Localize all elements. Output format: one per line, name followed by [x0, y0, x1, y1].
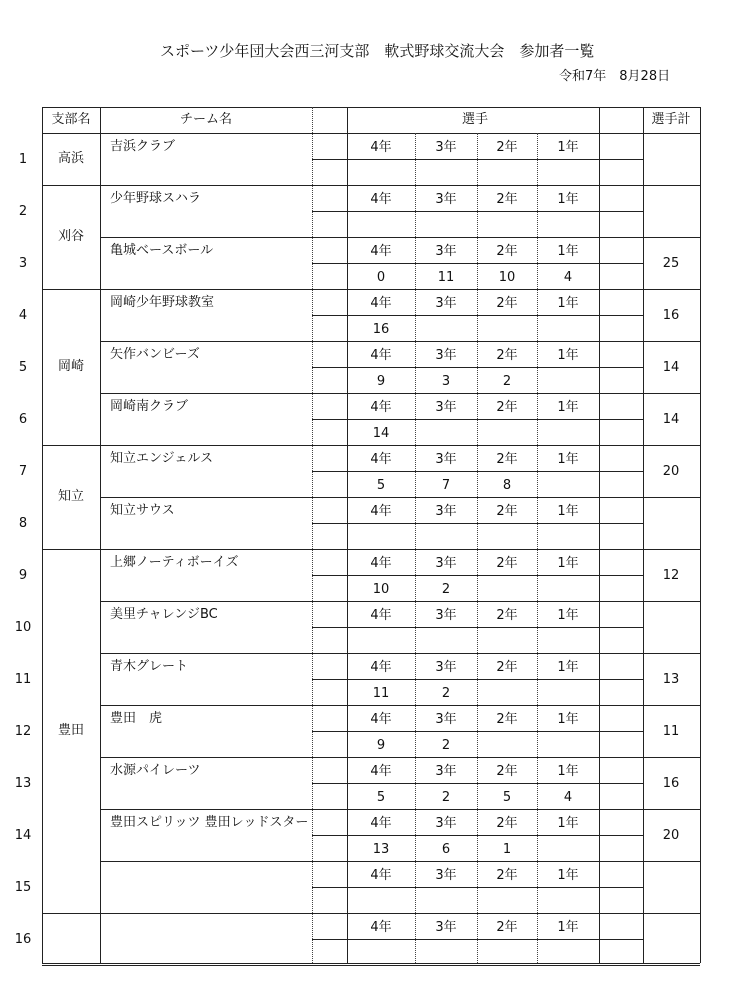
- player-count: 16: [372, 322, 390, 337]
- branch-name: 高浜: [57, 151, 84, 166]
- grade-mid-rule: [347, 471, 643, 472]
- grade-label: 1年: [557, 556, 579, 571]
- team-name: 豊田スピリッツ 豊田レッドスター: [110, 815, 309, 830]
- row-number: 4: [18, 308, 28, 323]
- grade-label: 3年: [435, 140, 457, 155]
- grade-mid-rule: [312, 367, 347, 368]
- team-row-border: [100, 705, 700, 706]
- team-name: 岡崎南クラブ: [110, 399, 189, 414]
- grade-label: 2年: [496, 504, 518, 519]
- grade-label: 3年: [435, 556, 457, 571]
- grade-mid-rule: [347, 835, 643, 836]
- player-count: 2: [441, 738, 451, 753]
- row-number: 14: [14, 828, 32, 843]
- team-total: 20: [662, 464, 680, 479]
- grade-mid-rule: [347, 211, 643, 212]
- team-total: 16: [662, 776, 680, 791]
- team-total: 16: [662, 308, 680, 323]
- team-row-border: [100, 965, 700, 966]
- player-count: 1: [502, 842, 512, 857]
- team-total: 14: [662, 412, 680, 427]
- row-number: 7: [18, 464, 28, 479]
- grade-label: 2年: [496, 868, 518, 883]
- player-count: 10: [372, 582, 390, 597]
- grade-mid-rule: [312, 887, 347, 888]
- player-count: 9: [376, 738, 386, 753]
- grade-mid-rule: [347, 939, 643, 940]
- grade-label: 1年: [557, 868, 579, 883]
- grade-label: 4年: [370, 816, 392, 831]
- grade-label: 3年: [435, 192, 457, 207]
- team-row-border: [100, 341, 700, 342]
- grade-label: 4年: [370, 660, 392, 675]
- grade-label: 2年: [496, 192, 518, 207]
- document-date: 令和7年 8月28日: [559, 69, 671, 84]
- player-count: 3: [441, 374, 451, 389]
- grade-label: 2年: [496, 816, 518, 831]
- team-name: 岡崎少年野球教室: [110, 295, 215, 310]
- grade-mid-rule: [347, 731, 643, 732]
- grade-mid-rule: [347, 575, 643, 576]
- team-name: 少年野球スハラ: [110, 191, 202, 206]
- grade-label: 1年: [557, 348, 579, 363]
- grade-label: 3年: [435, 296, 457, 311]
- player-count: 4: [563, 790, 573, 805]
- player-count: 5: [502, 790, 512, 805]
- team-row-border: [100, 289, 700, 290]
- grade-label: 2年: [496, 556, 518, 571]
- team-total: 13: [662, 672, 680, 687]
- branch-group-border: [42, 185, 100, 186]
- player-count: 14: [372, 426, 390, 441]
- grade-label: 4年: [370, 348, 392, 363]
- team-name: 美里チャレンジBC: [110, 607, 218, 622]
- team-row-border: [100, 237, 700, 238]
- team-name: 青木グレート: [110, 659, 189, 674]
- grade-mid-rule: [312, 315, 347, 316]
- player-count: 10: [498, 270, 516, 285]
- team-name: 豊田 虎: [110, 711, 163, 726]
- team-row-border: [100, 601, 700, 602]
- grade-label: 1年: [557, 400, 579, 415]
- branch-name: 豊田: [57, 723, 84, 738]
- grade-mid-rule: [312, 523, 347, 524]
- team-row-border: [100, 653, 700, 654]
- header-bottom-border: [42, 133, 700, 134]
- team-name: 知立エンジェルス: [110, 451, 214, 466]
- grade-label: 4年: [370, 140, 392, 155]
- team-row-border: [100, 497, 700, 498]
- player-count: 2: [441, 686, 451, 701]
- player-count: 7: [441, 478, 451, 493]
- grade-mid-rule: [347, 315, 643, 316]
- branch-name: 岡崎: [57, 359, 84, 374]
- grade-label: 1年: [557, 504, 579, 519]
- row-number: 10: [14, 620, 32, 635]
- grade-mid-rule: [312, 211, 347, 212]
- branch-name: 知立: [57, 489, 84, 504]
- grade-label: 3年: [435, 348, 457, 363]
- grade-mid-rule: [312, 939, 347, 940]
- row-number: 16: [14, 932, 32, 947]
- grade-mid-rule: [347, 679, 643, 680]
- grade-mid-rule: [347, 367, 643, 368]
- team-total: 11: [662, 724, 680, 739]
- grade-label: 4年: [370, 712, 392, 727]
- grade-mid-rule: [312, 835, 347, 836]
- grade-label: 1年: [557, 244, 579, 259]
- row-number: 1: [18, 152, 28, 167]
- player-count: 2: [441, 790, 451, 805]
- team-row-border: [100, 445, 700, 446]
- grade-label: 2年: [496, 452, 518, 467]
- grade-label: 4年: [370, 608, 392, 623]
- grade-label: 2年: [496, 660, 518, 675]
- grade-label: 2年: [496, 348, 518, 363]
- grade-label: 2年: [496, 296, 518, 311]
- grade-label: 1年: [557, 660, 579, 675]
- player-count: 2: [502, 374, 512, 389]
- table-bottom-border: [42, 963, 700, 964]
- grade-mid-rule: [312, 471, 347, 472]
- player-count: 13: [372, 842, 390, 857]
- grade-mid-rule: [347, 627, 643, 628]
- header-team: チーム名: [179, 112, 232, 127]
- team-row-border: [100, 913, 700, 914]
- row-number: 12: [14, 724, 32, 739]
- player-count: 11: [372, 686, 390, 701]
- grade-label: 2年: [496, 920, 518, 935]
- grade-label: 3年: [435, 400, 457, 415]
- grade-label: 1年: [557, 816, 579, 831]
- grade-label: 3年: [435, 764, 457, 779]
- team-total: 14: [662, 360, 680, 375]
- grade-mid-rule: [347, 419, 643, 420]
- grade-label: 1年: [557, 296, 579, 311]
- grade-mid-rule: [312, 679, 347, 680]
- player-count: 5: [376, 478, 386, 493]
- grade-label: 4年: [370, 192, 392, 207]
- branch-group-border: [42, 549, 100, 550]
- grade-label: 4年: [370, 452, 392, 467]
- grade-label: 3年: [435, 504, 457, 519]
- table-top-border: [42, 107, 700, 108]
- team-total: 20: [662, 828, 680, 843]
- grade-mid-rule: [347, 159, 643, 160]
- grade-label: 1年: [557, 452, 579, 467]
- grade-mid-rule: [312, 783, 347, 784]
- grade-label: 3年: [435, 660, 457, 675]
- grade-label: 1年: [557, 192, 579, 207]
- grade-mid-rule: [347, 887, 643, 888]
- team-total: 25: [662, 256, 680, 271]
- grade-label: 2年: [496, 764, 518, 779]
- grade-label: 4年: [370, 400, 392, 415]
- team-row-border: [100, 393, 700, 394]
- team-name: 吉浜クラブ: [110, 139, 176, 154]
- branch-group-border: [42, 445, 100, 446]
- grade-label: 1年: [557, 140, 579, 155]
- player-count: 8: [502, 478, 512, 493]
- team-row-border: [100, 757, 700, 758]
- team-name: 上郷ノーティボーイズ: [110, 555, 239, 570]
- grade-label: 4年: [370, 920, 392, 935]
- team-row-border: [100, 549, 700, 550]
- header-branch: 支部名: [51, 112, 91, 127]
- grade-label: 2年: [496, 400, 518, 415]
- grade-mid-rule: [312, 627, 347, 628]
- grade-label: 1年: [557, 920, 579, 935]
- grade-mid-rule: [312, 419, 347, 420]
- row-number: 9: [18, 568, 28, 583]
- team-name: 知立サウス: [110, 503, 175, 518]
- player-count: 6: [441, 842, 451, 857]
- grade-label: 4年: [370, 868, 392, 883]
- team-name: 水源パイレーツ: [110, 763, 201, 778]
- player-count: 5: [376, 790, 386, 805]
- player-count: 11: [437, 270, 455, 285]
- player-count: 4: [563, 270, 573, 285]
- row-number: 2: [18, 204, 28, 219]
- grade-label: 3年: [435, 868, 457, 883]
- row-number: 3: [18, 256, 28, 271]
- header-players: 選手: [461, 112, 488, 127]
- grade-mid-rule: [347, 523, 643, 524]
- row-number: 11: [14, 672, 32, 687]
- team-name: 矢作バンビーズ: [110, 347, 200, 362]
- grade-mid-rule: [312, 575, 347, 576]
- player-count: 9: [376, 374, 386, 389]
- grade-label: 4年: [370, 244, 392, 259]
- row-number: 5: [18, 360, 28, 375]
- team-row-border: [100, 809, 700, 810]
- grade-mid-rule: [312, 263, 347, 264]
- branch-group-border: [42, 965, 100, 966]
- grade-label: 3年: [435, 452, 457, 467]
- grade-label: 1年: [557, 712, 579, 727]
- team-total: 12: [662, 568, 680, 583]
- grade-label: 2年: [496, 712, 518, 727]
- grade-label: 3年: [435, 920, 457, 935]
- branch-name: 刈谷: [57, 229, 84, 244]
- grade-label: 4年: [370, 296, 392, 311]
- branch-group-border: [42, 289, 100, 290]
- team-name: 亀城ベースボール: [110, 243, 214, 258]
- grade-label: 2年: [496, 140, 518, 155]
- grade-label: 4年: [370, 764, 392, 779]
- team-row-border: [100, 185, 700, 186]
- row-number: 8: [18, 516, 28, 531]
- grade-mid-rule: [347, 263, 643, 264]
- grade-label: 4年: [370, 504, 392, 519]
- grade-mid-rule: [347, 783, 643, 784]
- page-title: スポーツ少年団大会西三河支部 軟式野球交流大会 参加者一覧: [160, 42, 595, 60]
- grade-mid-rule: [312, 731, 347, 732]
- grade-label: 1年: [557, 764, 579, 779]
- row-number: 13: [14, 776, 32, 791]
- player-count: 2: [441, 582, 451, 597]
- grade-label: 2年: [496, 244, 518, 259]
- branch-group-border: [42, 913, 100, 914]
- team-row-border: [100, 861, 700, 862]
- grade-mid-rule: [312, 159, 347, 160]
- grade-label: 3年: [435, 244, 457, 259]
- grade-label: 3年: [435, 712, 457, 727]
- grade-label: 3年: [435, 608, 457, 623]
- player-count: 0: [376, 270, 386, 285]
- grade-label: 2年: [496, 608, 518, 623]
- grade-label: 3年: [435, 816, 457, 831]
- row-number: 15: [14, 880, 32, 895]
- header-total: 選手計: [651, 112, 691, 127]
- row-number: 6: [18, 412, 28, 427]
- grade-label: 1年: [557, 608, 579, 623]
- grade-label: 4年: [370, 556, 392, 571]
